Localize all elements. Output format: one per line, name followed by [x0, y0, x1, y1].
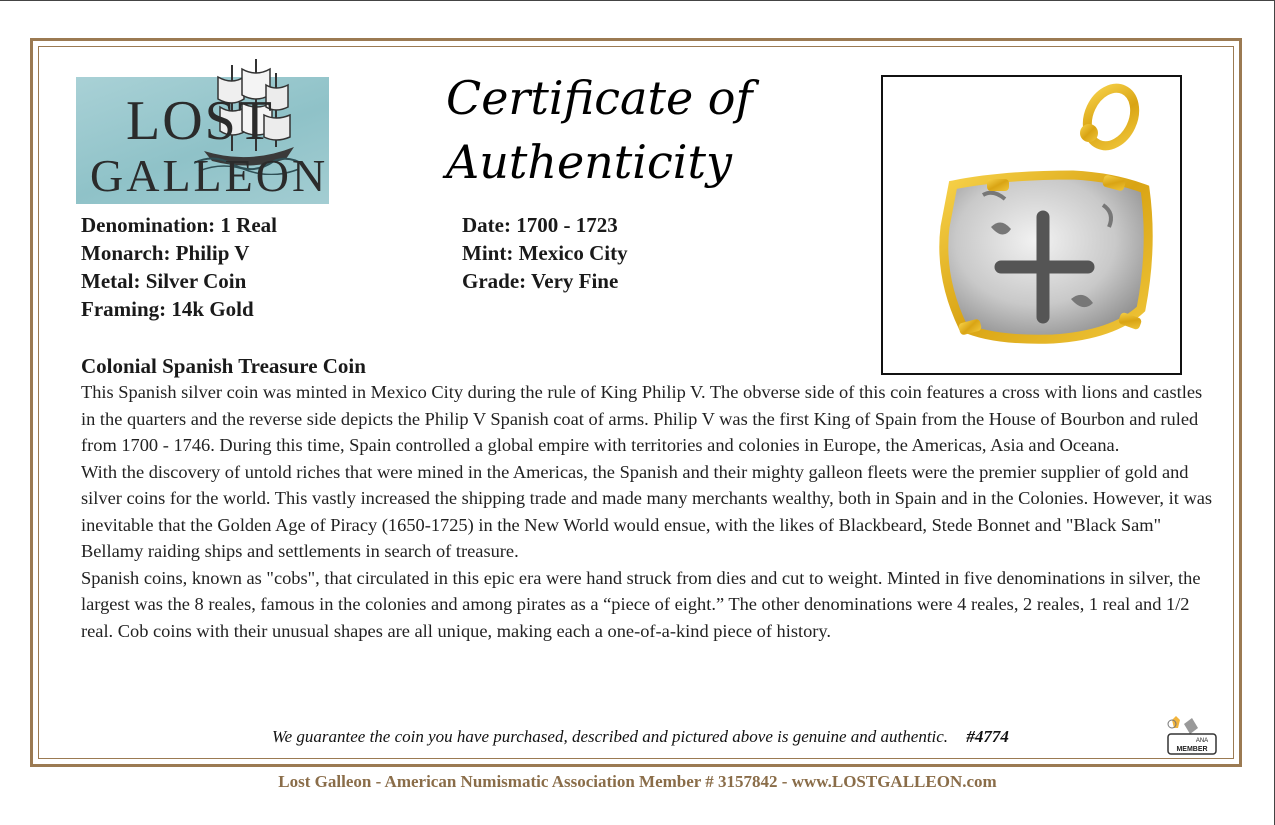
guarantee-text: We guarantee the coin you have purchased, described and pictured above is genuine and authentic. [272, 727, 949, 746]
badge-line-2: MEMBER [1176, 746, 1208, 753]
detail-mint: Mint: Mexico City [462, 241, 628, 265]
lost-galleon-logo [76, 77, 329, 204]
ana-member-badge-icon [1162, 714, 1222, 756]
detail-date: Date: 1700 - 1723 [462, 213, 618, 237]
section-heading: Colonial Spanish Treasure Coin [81, 354, 366, 378]
coin-photo-frame [881, 75, 1182, 375]
detail-monarch: Monarch: Philip V [81, 241, 250, 265]
detail-grade: Grade: Very Fine [462, 269, 619, 293]
logo-word-galleon: GALLEON [90, 150, 329, 201]
page-edge-top [0, 0, 1275, 1]
detail-framing: Framing: 14k Gold [81, 297, 254, 321]
guarantee-statement [272, 727, 1092, 747]
description-paragraph-1: This Spanish silver coin was minted in Mexico City during the rule of King Philip V. The obverse side of this coin features a cross with lions and castles in the quarters and the reverse side depicts the Philip V Spanish coat of arms. Philip V was the first King of Spain from the House of Bourbon and ruled from 1700 - 1746. During this time, Spain controlled a global empire with territories and colonies in Europe, the Americas, Asia and Oceana. [81, 382, 1203, 455]
detail-metal: Metal: Silver Coin [81, 269, 247, 293]
coin-details-right [462, 211, 628, 295]
footer-text: Lost Galleon - American Numismatic Association Member # 3157842 - www.LOSTGALLEON.com [278, 772, 997, 791]
certificate-title-line-1: Certificate of [446, 71, 753, 125]
description-text [81, 379, 1216, 644]
certificate-number: #4774 [966, 727, 1009, 746]
certificate-title-line-2: Authenticity [446, 135, 732, 189]
coin-pendant-image [883, 77, 1180, 373]
badge-line-1: ANA [1195, 738, 1209, 744]
logo-word-lost: LOST [126, 90, 274, 152]
description-paragraph-3: Spanish coins, known as "cobs", that circulated in this epic era were hand struck from dies and cut to weight. Minted in five denominations in silver, the largest was the 8 reales, famous in the colonies and among pirates as a “piece of eight.” The other denominations were 4 reales, 2 reales, 1 real and 1/2 real. Cob coins with their unusual shapes are all unique, making each a one-of-a-kind piece of history. [81, 567, 1201, 641]
description-paragraph-2: With the discovery of untold riches that were mined in the Americas, the Spanish and their mighty galleon fleets were the premier supplier of gold and silver coins for the world. This vastly increased the shipping trade and made many merchants wealthy, both in Spain and in the Colonies. However, it was inevitable that the Golden Age of Piracy (1650-1725) in the New World would ensue, with the likes of Blackbeard, Stede Bonnet and "Black Sam" Bellamy raiding ships and settlements in search of treasure. [81, 461, 1213, 561]
detail-denomination: Denomination: 1 Real [81, 213, 277, 237]
certificate-title [446, 66, 766, 194]
coin-details-left [81, 211, 277, 323]
